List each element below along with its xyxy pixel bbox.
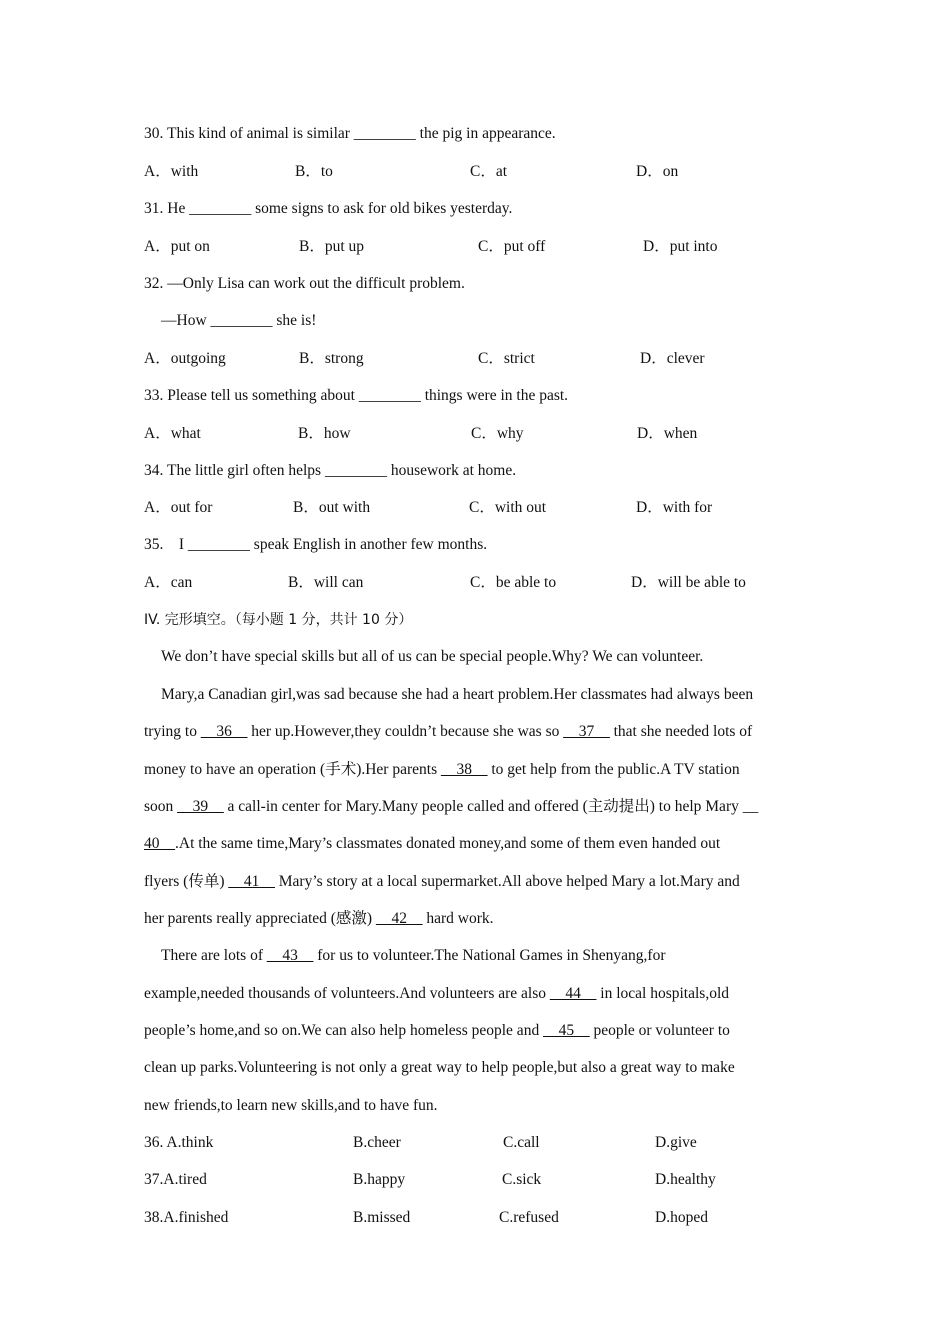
- passage-line: trying to __36__ her up.However,they couldn’t because she was so __37__ that she needed lots of: [144, 723, 753, 740]
- option: B．strong: [299, 350, 364, 367]
- question-32-reply: —How ________ she is!: [161, 312, 317, 329]
- option: C．put off: [478, 238, 546, 255]
- option: B．how: [298, 425, 351, 442]
- cloze-option: C.sick: [502, 1171, 542, 1188]
- passage-line: example,needed thousands of volunteers.And volunteers are also __44__ in local hospitals,old: [144, 985, 730, 1002]
- option: D．on: [636, 163, 679, 180]
- option: A．with: [144, 163, 199, 180]
- option: D．put into: [643, 238, 718, 255]
- cloze-option: B.missed: [353, 1209, 411, 1226]
- passage-line: new friends,to learn new skills,and to have fun.: [144, 1097, 438, 1114]
- cloze-option: B.happy: [353, 1171, 406, 1188]
- question-33: 33. Please tell us something about ________ things were in the past.: [144, 387, 569, 404]
- option: A．out for: [144, 499, 213, 516]
- option: A．outgoing: [144, 350, 226, 367]
- passage-line: soon __39__ a call-in center for Mary.Many people called and offered (主动提出) to help Mary __: [144, 798, 759, 815]
- passage-line: her parents really appreciated (感激) __42__ hard work.: [144, 910, 494, 927]
- passage-line: money to have an operation (手术).Her parents __38__ to get help from the public.A TV station: [144, 761, 740, 778]
- section-title: IV. 完形填空。（每小题 1 分，共计 10 分）: [144, 612, 413, 628]
- question-30: 30. This kind of animal is similar ________ the pig in appearance.: [144, 125, 556, 142]
- option: A．can: [144, 574, 193, 591]
- question-34: 34. The little girl often helps ________ housework at home.: [144, 462, 517, 479]
- option: D．when: [637, 425, 698, 442]
- cloze-option: D.give: [655, 1134, 697, 1151]
- cloze-option: D.hoped: [655, 1209, 708, 1226]
- blank-44: __44__: [549, 985, 597, 1002]
- blank-41: __41__: [228, 873, 275, 890]
- cloze-option: 36. A.think: [144, 1134, 214, 1151]
- blank-42: __42__: [375, 910, 423, 927]
- cloze-option: 38.A.finished: [144, 1209, 229, 1226]
- blank-40: 40__: [144, 835, 175, 852]
- blank-45: __45__: [543, 1022, 590, 1039]
- option: D．will be able to: [631, 574, 746, 591]
- option: B．will can: [288, 574, 364, 591]
- option: D．with for: [636, 499, 713, 516]
- passage-line: We don’t have special skills but all of us can be special people.Why? We can volunteer.: [161, 648, 704, 665]
- blank-40-start: __: [742, 798, 759, 815]
- option: B．out with: [293, 499, 371, 516]
- option: B．to: [295, 163, 333, 180]
- cloze-option: B.cheer: [353, 1134, 401, 1151]
- passage-line: There are lots of __43__ for us to volunteer.The National Games in Shenyang,for: [161, 947, 666, 964]
- option: C．strict: [478, 350, 535, 367]
- passage-line: Mary,a Canadian girl,was sad because she had a heart problem.Her classmates had always been: [161, 686, 754, 703]
- option: C．be able to: [470, 574, 557, 591]
- blank-43: __43__: [266, 947, 314, 964]
- option: C．with out: [469, 499, 547, 516]
- cloze-option: C.call: [503, 1134, 540, 1151]
- passage-line: 40__.At the same time,Mary’s classmates donated money,and some of them even handed out: [144, 835, 721, 852]
- option: A．what: [144, 425, 201, 442]
- question-31: 31. He ________ some signs to ask for old bikes yesterday.: [144, 200, 513, 217]
- option: C．at: [470, 163, 508, 180]
- cloze-option: 37.A.tired: [144, 1171, 207, 1188]
- blank-38: __38__: [440, 761, 488, 778]
- option: A．put on: [144, 238, 210, 255]
- question-32: 32. —Only Lisa can work out the difficult problem.: [144, 275, 465, 292]
- option: C．why: [471, 425, 524, 442]
- blank-39: __39__: [177, 798, 224, 815]
- passage-line: flyers (传单) __41__ Mary’s story at a local supermarket.All above helped Mary a lot.Mary and: [144, 873, 740, 890]
- passage-line: clean up parks.Volunteering is not only a great way to help people,but also a great way to make: [144, 1059, 735, 1076]
- passage-line: people’s home,and so on.We can also help homeless people and __45__ people or volunteer to: [144, 1022, 730, 1039]
- cloze-option: C.refused: [499, 1209, 559, 1226]
- blank-37: __37__: [563, 723, 610, 740]
- option: B．put up: [299, 238, 365, 255]
- option: D．clever: [640, 350, 705, 367]
- blank-36: __36__: [200, 723, 248, 740]
- question-35: 35. I ________ speak English in another few months.: [144, 536, 488, 553]
- cloze-option: D.healthy: [655, 1171, 716, 1188]
